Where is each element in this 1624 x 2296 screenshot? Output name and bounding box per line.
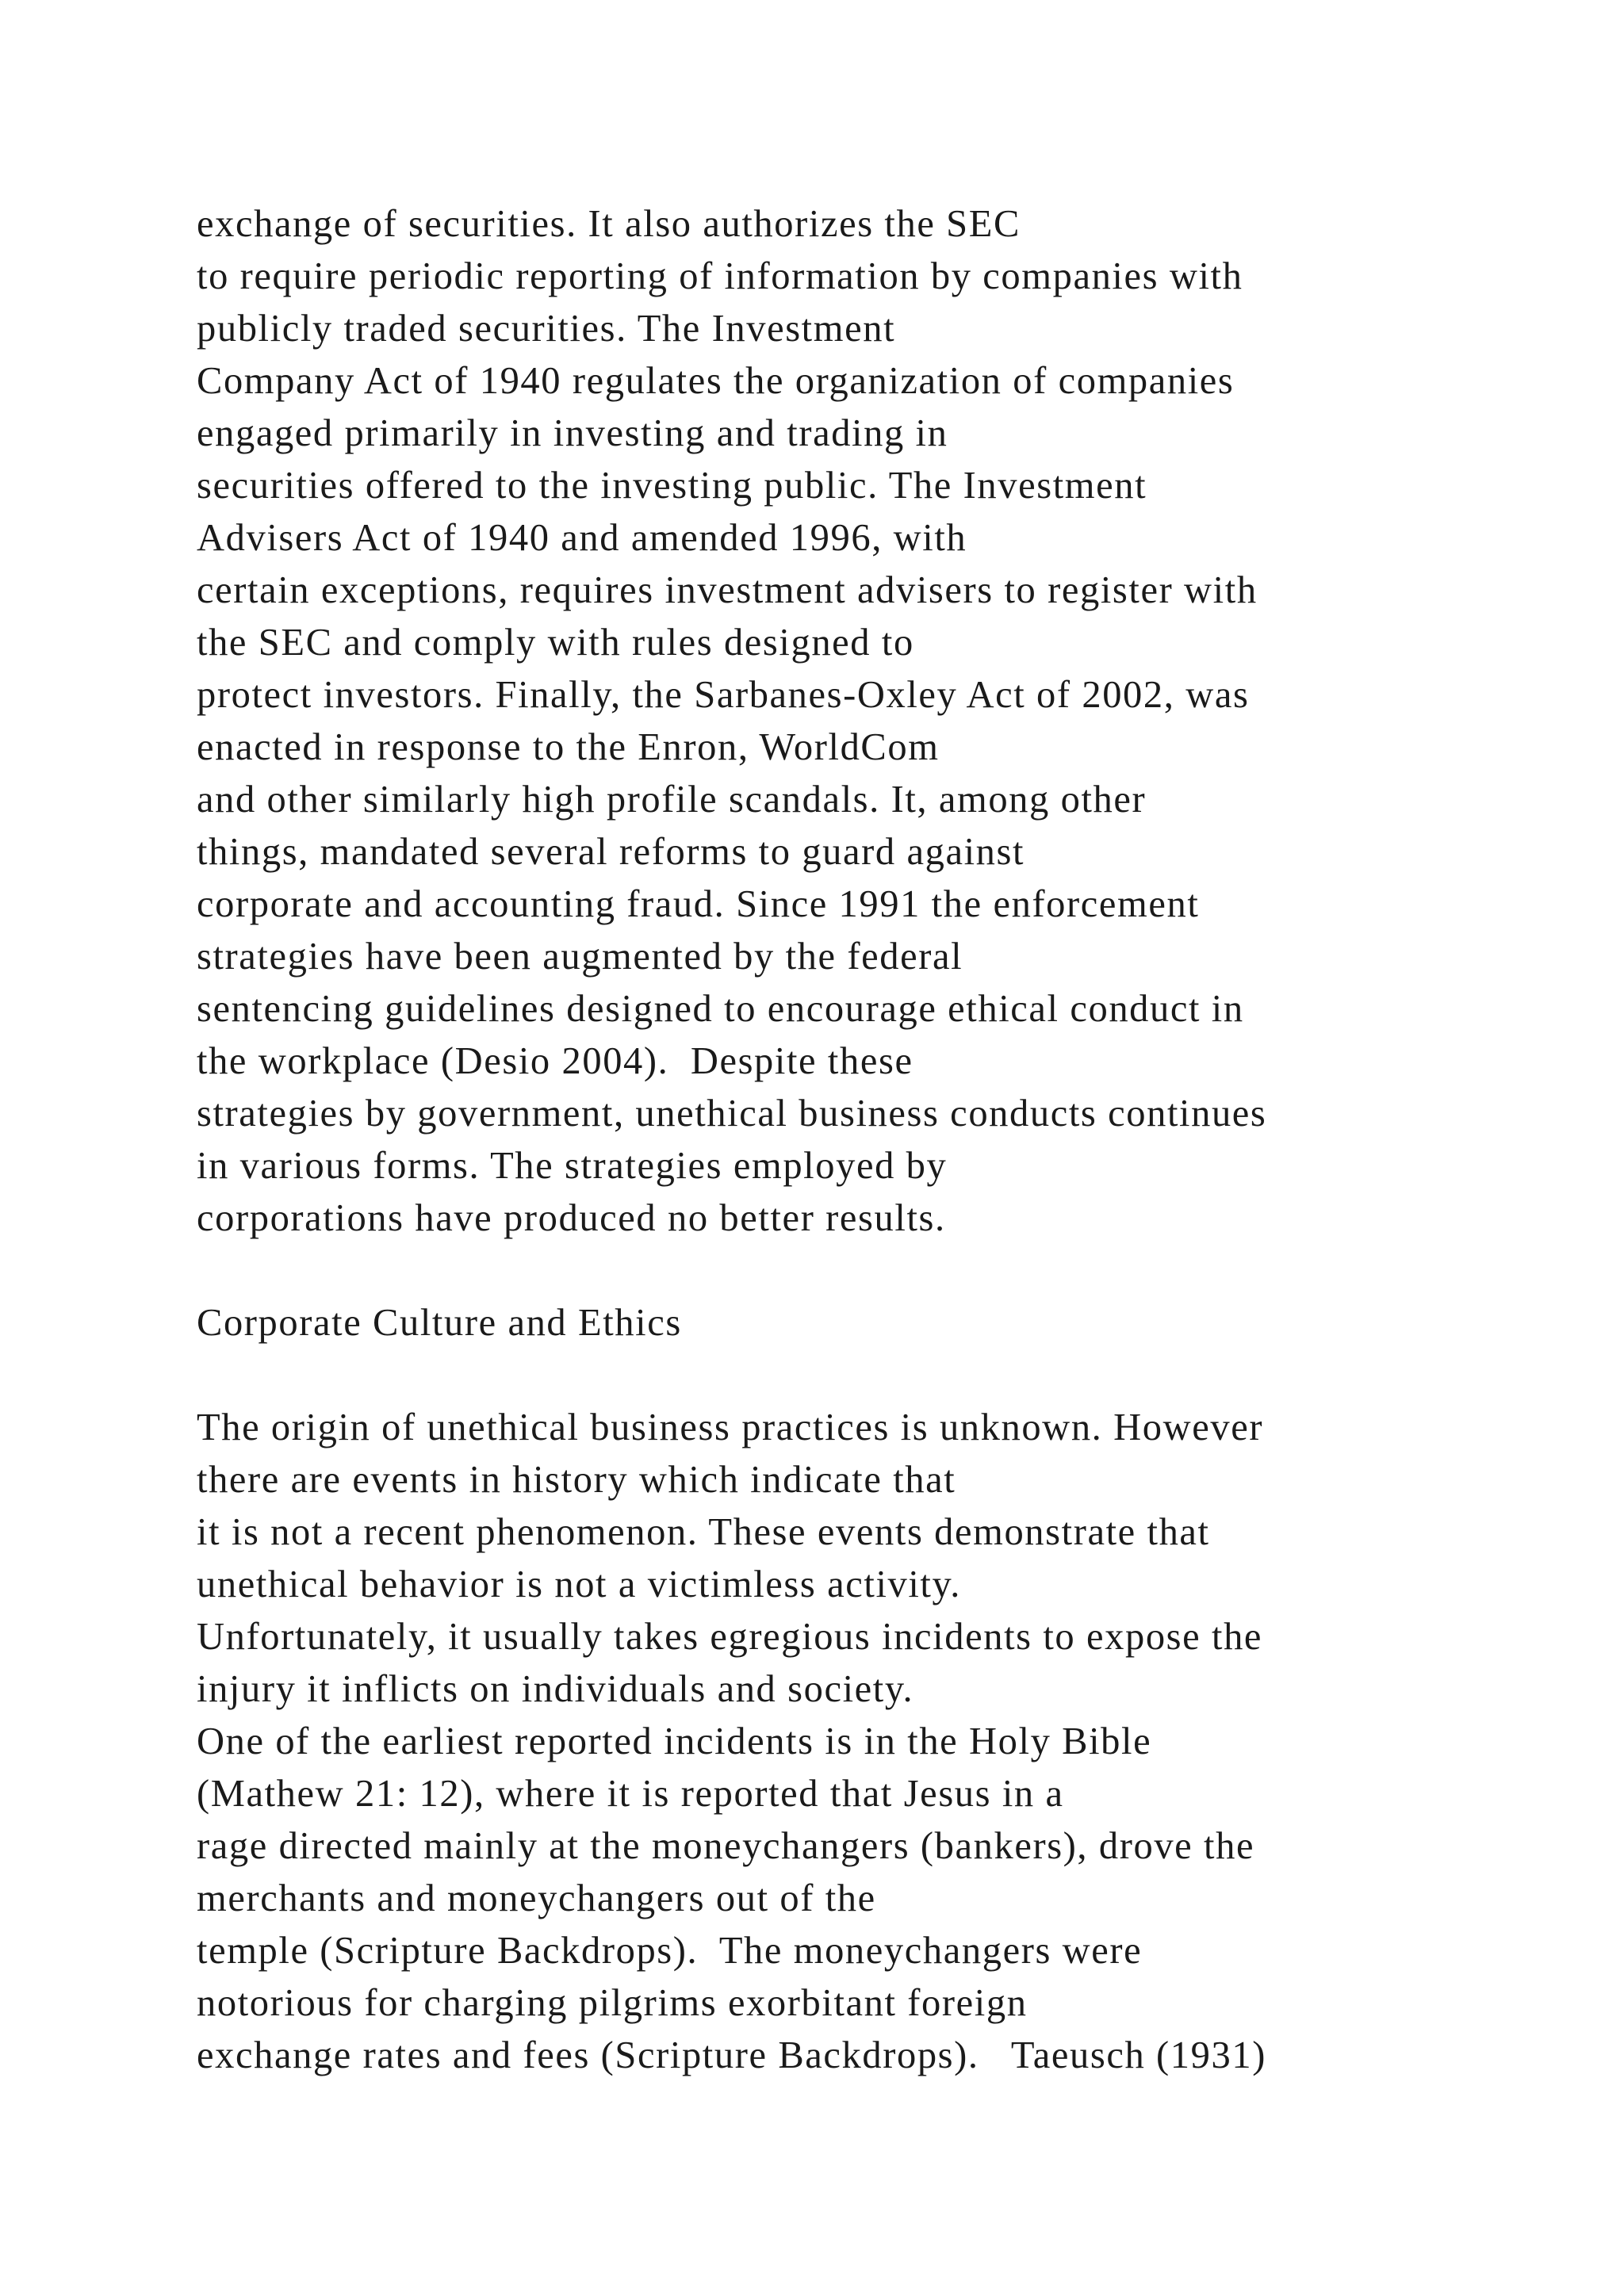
text-line: securities offered to the investing public. The Investment (197, 465, 1147, 507)
text-line: Company Act of 1940 regulates the organization of companies (197, 360, 1235, 402)
text-line: publicly traded securities. The Investment (197, 308, 896, 350)
text-line: injury it inflicts on individuals and society. (197, 1668, 914, 1710)
section-heading: Corporate Culture and Ethics (197, 1302, 682, 1344)
text-line: The origin of unethical business practices is unknown. However (197, 1406, 1264, 1448)
text-line: Advisers Act of 1940 and amended 1996, with (197, 517, 967, 559)
text-line: merchants and moneychangers out of the (197, 1877, 876, 1919)
text-line: certain exceptions, requires investment advisers to register with (197, 569, 1258, 611)
text-line: the workplace (Desio 2004). Despite these (197, 1040, 914, 1082)
paragraph-spacer (197, 1245, 1592, 1297)
document-body (197, 198, 1592, 2082)
text-line: strategies have been augmented by the federal (197, 936, 963, 978)
text-line: corporations have produced no better results. (197, 1197, 946, 1239)
text-line: engaged primarily in investing and trading in (197, 412, 948, 454)
text-line: protect investors. Finally, the Sarbanes-Oxley Act of 2002, was (197, 674, 1250, 716)
text-line: unethical behavior is not a victimless activity. (197, 1563, 961, 1605)
text-line: corporate and accounting fraud. Since 1991 the enforcement (197, 883, 1200, 925)
text-line: (Mathew 21: 12), where it is reported that Jesus in a (197, 1773, 1064, 1815)
paragraph-securities-acts (197, 198, 1592, 1245)
text-line: exchange rates and fees (Scripture Backdrops). Taeusch (1931) (197, 2034, 1266, 2076)
text-line: it is not a recent phenomenon. These events demonstrate that (197, 1511, 1210, 1553)
text-line: Unfortunately, it usually takes egregious incidents to expose the (197, 1616, 1263, 1658)
text-line: temple (Scripture Backdrops). The moneychangers were (197, 1930, 1143, 1972)
text-line: the SEC and comply with rules designed to (197, 622, 914, 664)
text-line: strategies by government, unethical business conducts continues (197, 1093, 1267, 1135)
text-line: there are events in history which indicate that (197, 1459, 956, 1501)
text-line: sentencing guidelines designed to encourage ethical conduct in (197, 988, 1244, 1030)
text-line: exchange of securities. It also authorizes the SEC (197, 203, 1021, 245)
text-line: rage directed mainly at the moneychangers (bankers), drove the (197, 1825, 1255, 1867)
paragraph-spacer (197, 1349, 1592, 1402)
text-line: notorious for charging pilgrims exorbitant foreign (197, 1982, 1028, 2024)
text-line: enacted in response to the Enron, WorldCom (197, 726, 940, 768)
text-line: to require periodic reporting of information by companies with (197, 255, 1243, 297)
text-line: and other similarly high profile scandals. It, among other (197, 779, 1147, 821)
text-line: things, mandated several reforms to guard against (197, 831, 1025, 873)
text-line: One of the earliest reported incidents is in the Holy Bible (197, 1720, 1152, 1762)
text-line: in various forms. The strategies employed by (197, 1145, 948, 1187)
paragraph-origin-of-unethical-practices (197, 1402, 1592, 2082)
